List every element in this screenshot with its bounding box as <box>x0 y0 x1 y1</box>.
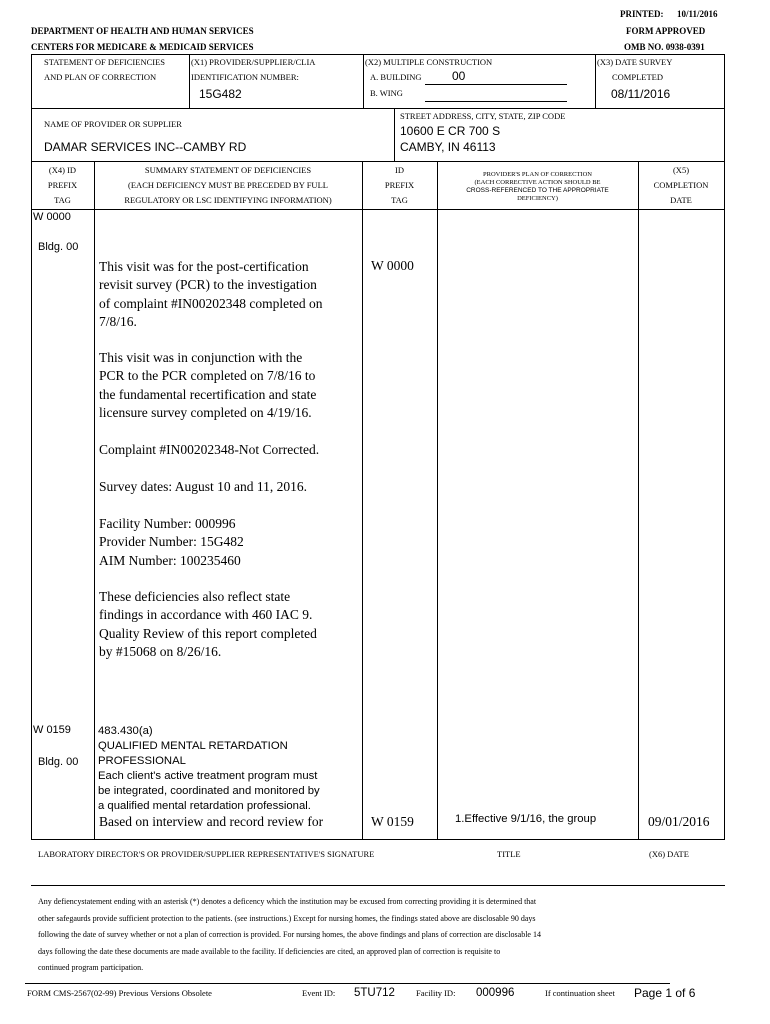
building-value: 00 <box>452 69 466 83</box>
wing-label: B. WING <box>370 88 403 98</box>
survey-date-value: 08/11/2016 <box>611 87 671 101</box>
tag-w0159: W 0159 <box>33 724 71 736</box>
address-line-2: CAMBY, IN 46113 <box>400 140 496 154</box>
plan-header-1: PROVIDER'S PLAN OF CORRECTION <box>483 171 592 178</box>
right-tag-w0159: W 0159 <box>371 814 414 829</box>
printed-date: 10/11/2016 <box>677 9 718 19</box>
x1-label-2: IDENTIFICATION NUMBER: <box>191 72 299 82</box>
centers-name: CENTERS FOR MEDICARE & MEDICAID SERVICES <box>31 42 254 52</box>
paragraph-4: Survey dates: August 10 and 11, 2016. <box>99 479 307 494</box>
x3-label-2: COMPLETED <box>612 72 663 82</box>
continuation-label: If continuation sheet <box>545 988 615 998</box>
right-tag-w0000: W 0000 <box>371 258 414 273</box>
summary-header-2: (EACH DEFICIENCY MUST BE PRECEDED BY FULL <box>128 180 328 190</box>
signature-divider <box>31 885 725 886</box>
event-id-label: Event ID: <box>302 988 336 998</box>
x5-header-3: DATE <box>670 195 692 205</box>
director-signature-label: LABORATORY DIRECTOR'S OR PROVIDER/SUPPLIER REPRESENTATIVE'S SIGNATURE <box>38 849 375 859</box>
paragraph-1: This visit was for the post-certification revisit survey (PCR) to the investigation of complaint #IN00202348 completed on 7/8/16. <box>99 259 323 329</box>
id-header-1: ID <box>395 165 404 175</box>
page-number: Page 1 of 6 <box>634 986 696 1000</box>
provider-name-label: NAME OF PROVIDER OR SUPPLIER <box>44 119 182 129</box>
bldg-label-1: Bldg. 00 <box>38 241 79 253</box>
statement-label-1: STATEMENT OF DEFICIENCIES <box>44 57 166 67</box>
x4-header-1: (X4) ID <box>48 165 77 175</box>
plan-header-4: DEFICIENCY) <box>517 195 558 202</box>
summary-header-1: SUMMARY STATEMENT OF DEFICIENCIES <box>144 165 312 175</box>
x4-header-3: TAG <box>54 195 71 205</box>
completion-date: 09/01/2016 <box>648 814 710 829</box>
statement-label-2: AND PLAN OF CORRECTION <box>44 72 157 82</box>
provider-name-value: DAMAR SERVICES INC--CAMBY RD <box>44 140 247 154</box>
plan-of-correction-text: 1.Effective 9/1/16, the group <box>455 813 597 825</box>
facility-id-value: 000996 <box>476 987 515 999</box>
x1-label-1: (X1) PROVIDER/SUPPLIER/CLIA <box>191 57 316 67</box>
form-number: FORM CMS-2567(02-99) Previous Versions Obsolete <box>27 988 212 998</box>
last-body-line: Based on interview and record review for <box>99 814 324 829</box>
building-underline <box>425 84 567 85</box>
x3-label-1: (X3) DATE SURVEY <box>597 57 673 67</box>
paragraph-2: This visit was in conjunction with the PCR to the PCR completed on 7/8/16 to the fundamental recertification and state licensure survey completed on 4/19/16. <box>99 350 317 420</box>
paragraph-6: These deficiencies also reflect state findings in accordance with 460 IAC 9. Quality Review of this report completed by #15068 on 8/26/16. <box>99 589 317 659</box>
title-label: TITLE <box>497 849 521 859</box>
address-line-1: 10600 E CR 700 S <box>400 124 501 138</box>
plan-header-2: (EACH CORRECTIVE ACTION SHOULD BE <box>474 179 601 186</box>
x6-date-label: (X6) DATE <box>649 849 689 859</box>
address-label: STREET ADDRESS, CITY, STATE, ZIP CODE <box>400 111 566 121</box>
wing-underline <box>425 101 567 102</box>
x5-header-1: (X5) <box>672 165 690 175</box>
printed-label: PRINTED: <box>620 9 664 19</box>
facility-id-label: Facility ID: <box>416 988 456 998</box>
id-header-2: PREFIX <box>384 180 415 190</box>
dept-name: DEPARTMENT OF HEALTH AND HUMAN SERVICES <box>31 26 254 36</box>
building-label: A. BUILDING <box>370 72 422 82</box>
regulation-text: 483.430(a) QUALIFIED MENTAL RETARDATION PROFESSIONAL Each client's active treatment program must be integrated, coordinated and monitored by a qualified mental retardation professional. <box>98 725 320 812</box>
x2-label: (X2) MULTIPLE CONSTRUCTION <box>365 57 493 67</box>
summary-header-3: REGULATORY OR LSC IDENTIFYING INFORMATION) <box>124 195 332 205</box>
paragraph-5: Facility Number: 000996 Provider Number: 15G482 AIM Number: 100235460 <box>99 516 244 568</box>
event-id-value: 5TU712 <box>354 987 395 999</box>
footer-divider <box>25 983 670 984</box>
plan-header-3: CROSS-REFERENCED TO THE APPROPRIATE <box>466 187 609 194</box>
omb-number: OMB NO. 0938-0391 <box>624 42 705 52</box>
form-approved: FORM APPROVED <box>626 26 706 36</box>
disclaimer-text: Any defiencystatement ending with an asterisk (*) denotes a deficency which the institution may be excused from correcting providing it is determined that other safegaurds provide sufficient protection to the patients. (see instructions.) Except for nursing homes, the findings stated above are disclosable 90 days following the date of survey whether or not a plan of correction is provided. For nursing homes, the above findings and plans of correction are disclosable 14 days following the date these documents are made available to the facility. If deficiencies are cited, an approved plan of correction is requisite to continued program participation. <box>38 897 541 972</box>
x4-header-2: PREFIX <box>47 180 78 190</box>
bldg-label-2: Bldg. 00 <box>38 756 79 768</box>
provider-id-value: 15G482 <box>199 87 242 101</box>
x5-header-2: COMPLETION <box>653 180 709 190</box>
id-header-3: TAG <box>391 195 408 205</box>
paragraph-3: Complaint #IN00202348-Not Corrected. <box>99 442 320 457</box>
tag-w0000: W 0000 <box>33 211 71 223</box>
